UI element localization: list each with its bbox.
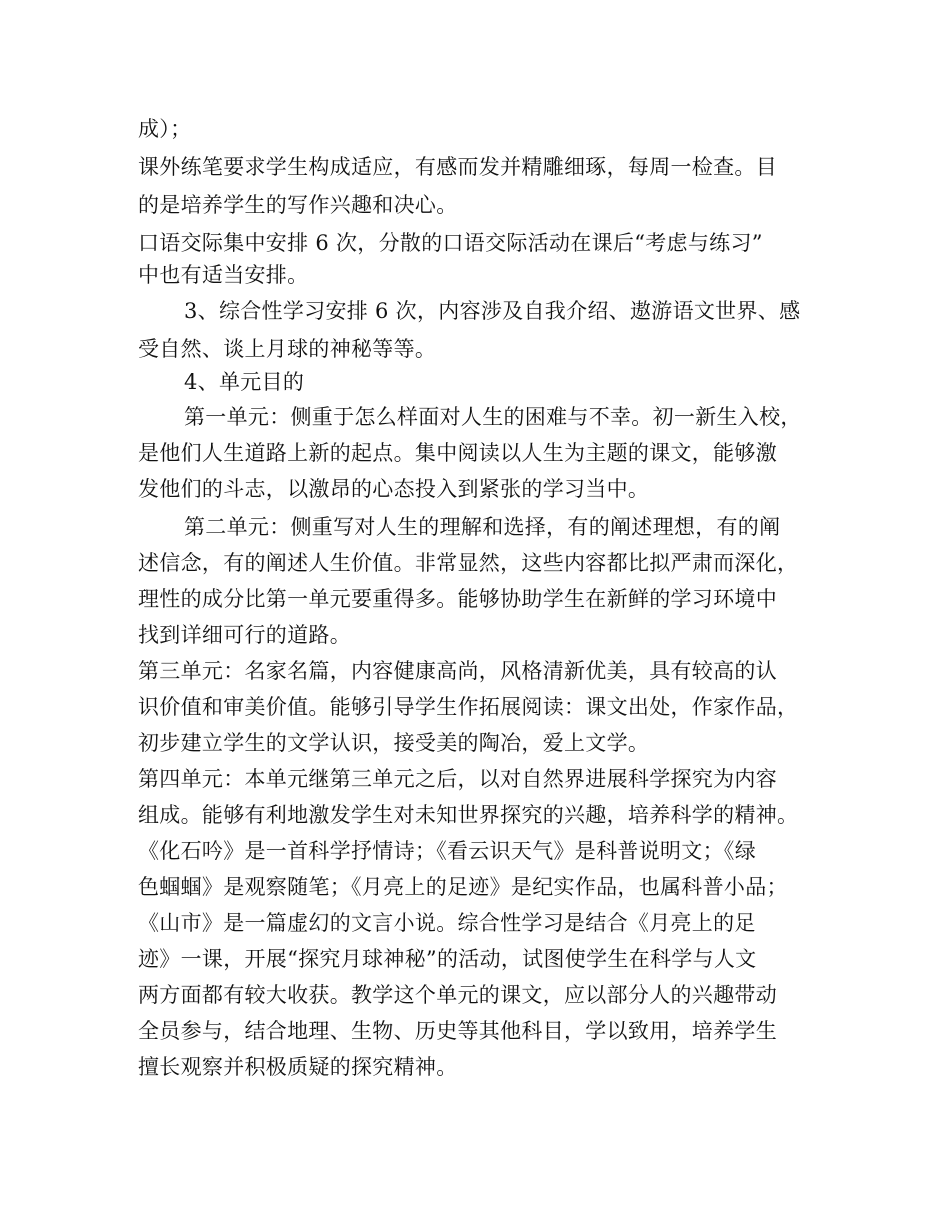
text-line: 成）； bbox=[138, 117, 192, 141]
text-line: 理性的成分比第一单元要重得多。能够协助学生在新鲜的学习环境中 bbox=[138, 587, 777, 611]
text-line: 识价值和审美价值。能够引导学生作拓展阅读：课文出处，作家作品， bbox=[138, 695, 799, 719]
text-line: 4、单元目的 bbox=[184, 370, 305, 394]
text-line: 初步建立学生的文学认识，接受美的陶冶，爱上文学。 bbox=[138, 731, 650, 755]
text-line: 第一单元：侧重于怎么样面对人生的困难与不幸。初一新生入校， bbox=[184, 405, 802, 429]
text-line: 中也有适当安排。 bbox=[138, 263, 309, 287]
text-line: 《化石吟》是一首科学抒情诗；《看云识天气》是科普说明文；《绿 bbox=[138, 839, 756, 863]
text-line: 两方面都有较大收获。教学这个单元的课文，应以部分人的兴趣带动 bbox=[138, 983, 777, 1007]
text-line: 第三单元：名家名篇，内容健康高尚，风格清新优美，具有较高的认 bbox=[138, 659, 777, 683]
text-line: 是他们人生道路上新的起点。集中阅读以人生为主题的课文，能够激 bbox=[138, 441, 777, 465]
text-line: 《山市》是一篇虚幻的文言小说。综合性学习是结合《月亮上的足 bbox=[138, 911, 756, 935]
text-line: 述信念，有的阐述人生价值。非常显然，这些内容都比拟严肃而深化， bbox=[138, 551, 799, 575]
text-line: 迹》一课，开展“探究月球神秘”的活动，试图使学生在科学与人文 bbox=[138, 947, 757, 971]
text-line: 全员参与，结合地理、生物、历史等其他科目，学以致用，培养学生 bbox=[138, 1019, 777, 1043]
text-line: 受自然、谈上月球的神秘等等。 bbox=[138, 337, 437, 361]
text-line: 第四单元：本单元继第三单元之后，以对自然界进展科学探究为内容 bbox=[138, 767, 777, 791]
text-line: 口语交际集中安排 6 次，分散的口语交际活动在课后“考虑与练习” bbox=[138, 231, 763, 255]
text-line: 发他们的斗志，以激昂的心态投入到紧张的学习当中。 bbox=[138, 477, 650, 501]
text-line: 擅长观察并积极质疑的探究精神。 bbox=[138, 1055, 458, 1079]
text-line: 课外练笔要求学生构成适应，有感而发并精雕细琢，每周一检查。目 bbox=[138, 155, 777, 179]
text-line: 的是培养学生的写作兴趣和决心。 bbox=[138, 193, 458, 217]
text-line: 组成。能够有利地激发学生对未知世界探究的兴趣，培养科学的精神。 bbox=[138, 803, 799, 827]
text-line: 第二单元：侧重写对人生的理解和选择，有的阐述理想，有的阐 bbox=[184, 515, 781, 539]
text-line: 色蝈蝈》是观察随笔；《月亮上的足迹》是纪实作品，也属科普小品； bbox=[138, 875, 788, 899]
text-line: 3、综合性学习安排 6 次，内容涉及自我介绍、遨游语文世界、感 bbox=[184, 299, 801, 323]
text-line: 找到详细可行的道路。 bbox=[138, 623, 351, 647]
